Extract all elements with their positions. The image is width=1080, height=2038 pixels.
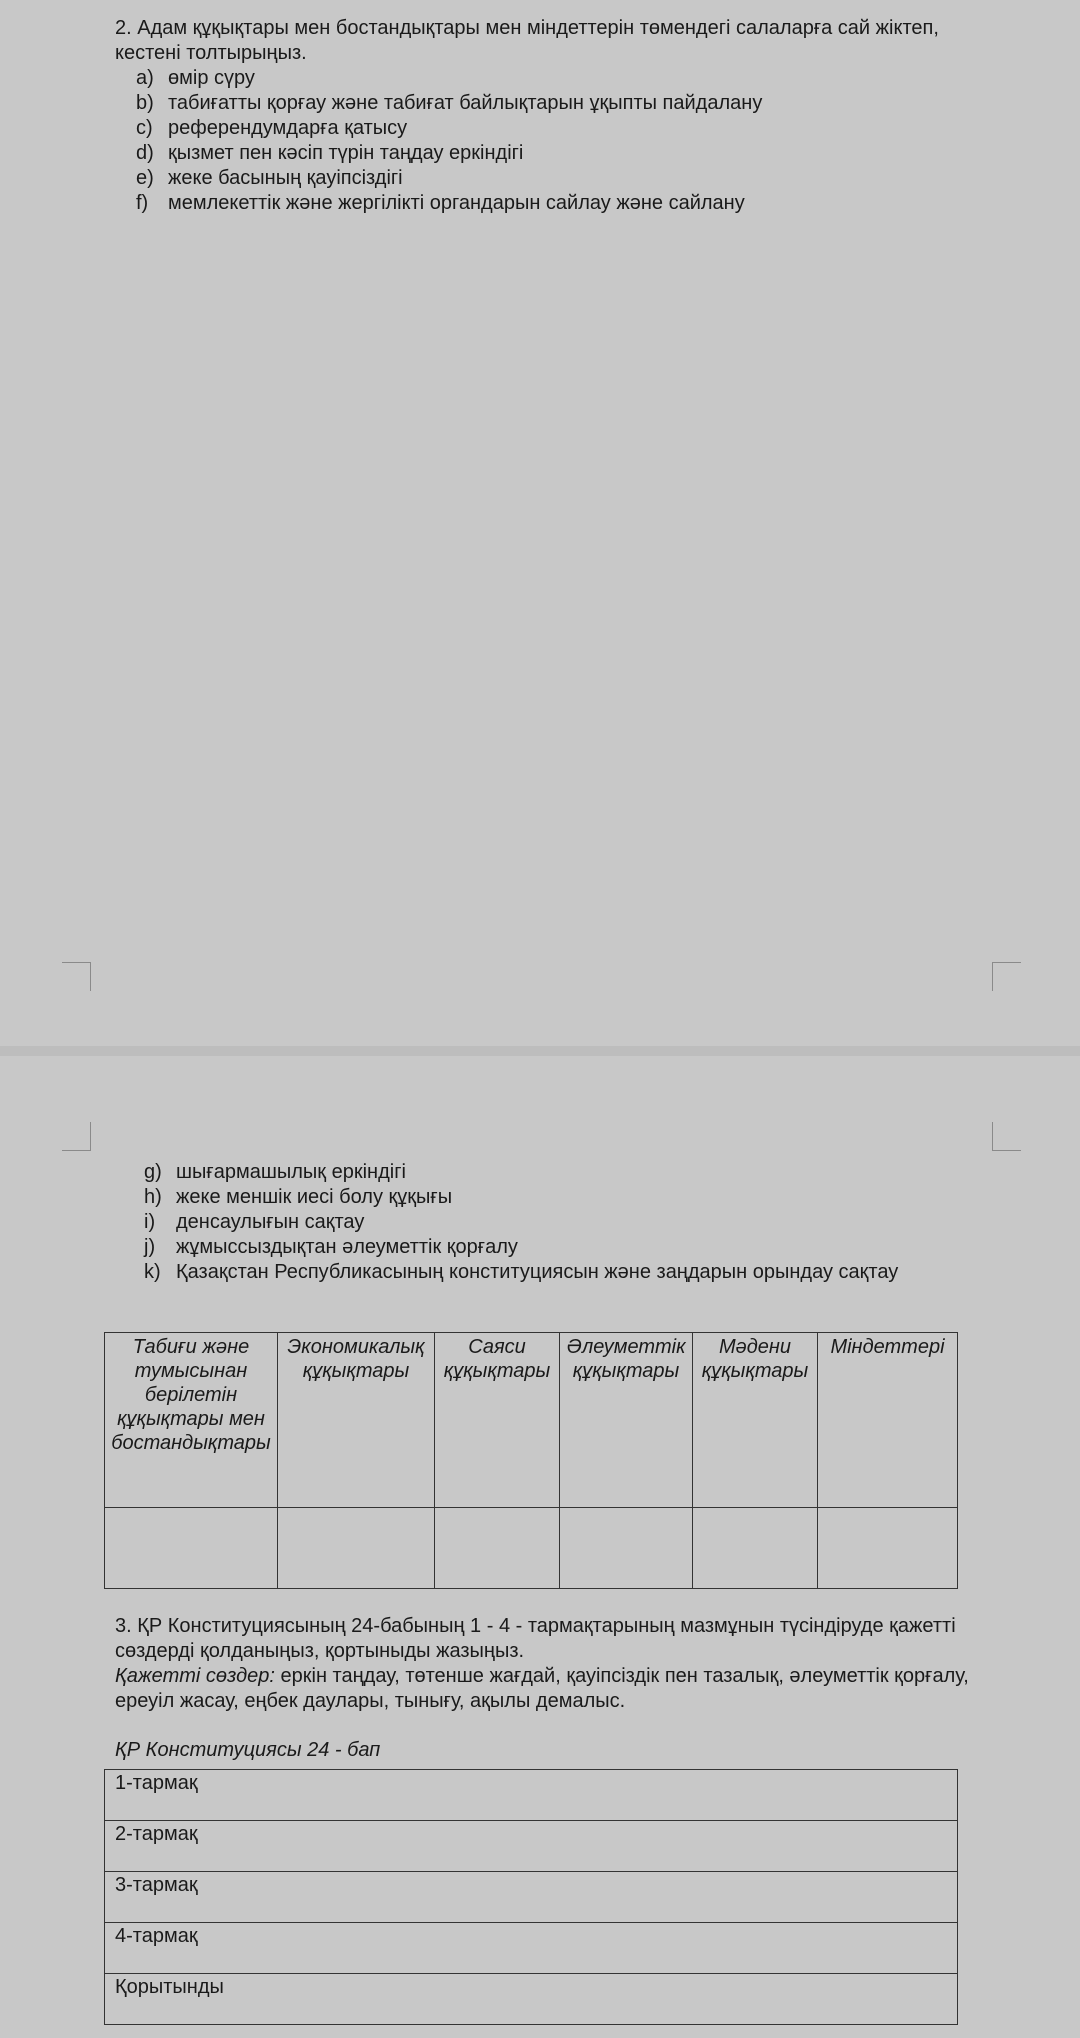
list-text: денсаулығын сақтау: [176, 1211, 365, 1233]
list-text: шығармашылық еркіндігі: [176, 1161, 406, 1183]
list-text: табиғатты қорғау және табиғат байлықтарын ұқыпты пайдалану: [168, 92, 763, 114]
list-marker: a): [136, 67, 154, 89]
table-row[interactable]: [105, 1872, 958, 1923]
header-cultural-rights: Мәдени құқықтары: [693, 1333, 818, 1508]
table-header-row: [105, 1333, 958, 1508]
list-marker: j): [144, 1236, 156, 1258]
article-title: ҚР Конституциясы 24 - бап: [115, 1739, 381, 1761]
list-item: [136, 91, 996, 116]
list-text: қызмет пен кәсіп түрін таңдау еркіндігі: [168, 142, 524, 164]
answer-cell[interactable]: [105, 1508, 278, 1589]
list-item: [144, 1260, 974, 1285]
list-text: жеке басының қауіпсіздігі: [168, 167, 403, 189]
list-item: [136, 191, 996, 216]
table-row[interactable]: [105, 1770, 958, 1821]
list-marker: d): [136, 142, 154, 164]
required-words-line: [115, 1664, 985, 1714]
page-corner-mark: [992, 962, 1021, 991]
answer-cell[interactable]: [818, 1508, 958, 1589]
question-2-title: 2. Адам құқықтары мен бостандықтары мен міндеттерін төмендегі салаларға сай жіктеп, кестені толтырыңыз.: [115, 17, 939, 64]
list-item: [136, 166, 996, 191]
list-item: [136, 66, 996, 91]
list-marker: f): [136, 192, 149, 214]
page-corner-mark: [62, 1122, 91, 1151]
required-words-list: еркін таңдау, төтенше жағдай, қауіпсіздік пен тазалық, әлеуметтік қорғалу, ереуіл жасау, еңбек даулары, тынығу, ақылы демалыс.: [115, 1665, 969, 1712]
list-marker: h): [144, 1186, 162, 1208]
table-row[interactable]: [105, 1923, 958, 1974]
list-text: Қазақстан Республикасының конституциясын және заңдарын орындау сақтау: [176, 1261, 899, 1283]
list-item: [144, 1210, 974, 1235]
answer-cell[interactable]: [560, 1508, 693, 1589]
header-natural-rights: Табиғи және тумысынан берілетін құқықтары мен бостандықтары: [105, 1333, 278, 1508]
list-text: жұмыссыздықтан әлеуметтік қорғалу: [176, 1236, 518, 1258]
page-separator: [0, 1046, 1080, 1056]
question-2-list-part-1: [136, 66, 996, 216]
list-item: [144, 1235, 974, 1260]
question-3-block: [115, 1614, 985, 1714]
list-marker: c): [136, 117, 153, 139]
question-3-title: 3. ҚР Конституциясының 24-бабының 1 - 4 - тармақтарының мазмұнын түсіндіруде қажетті сөздерді қолданыңыз, қортыныды жазыңыз.: [115, 1615, 956, 1662]
rights-classification-table: [104, 1332, 958, 1589]
header-economic-rights: Экономикалық құқықтары: [278, 1333, 435, 1508]
article-row-cell[interactable]: 2-тармақ: [105, 1821, 958, 1872]
list-text: мемлекеттік және жергілікті органдарын сайлау және сайлану: [168, 192, 745, 214]
page-corner-mark: [62, 962, 91, 991]
answer-cell[interactable]: [278, 1508, 435, 1589]
list-marker: g): [144, 1161, 162, 1183]
list-marker: k): [144, 1261, 161, 1283]
document-page-2: [0, 1056, 1080, 2038]
table-row[interactable]: [105, 1974, 958, 2025]
table-row: [105, 1508, 958, 1589]
list-item: [136, 116, 996, 141]
header-political-rights: Саяси құқықтары: [435, 1333, 560, 1508]
list-marker: e): [136, 167, 154, 189]
list-text: референдумдарға қатысу: [168, 117, 408, 139]
answer-cell[interactable]: [435, 1508, 560, 1589]
answer-cell[interactable]: [693, 1508, 818, 1589]
header-duties: Міндеттері: [818, 1333, 958, 1508]
article-row-cell[interactable]: 1-тармақ: [105, 1770, 958, 1821]
list-item: [144, 1160, 974, 1185]
article-row-cell[interactable]: Қорытынды: [105, 1974, 958, 2025]
article-24-table: [104, 1769, 958, 2025]
list-text: өмір сүру: [168, 67, 255, 89]
list-text: жеке меншік иесі болу құқығы: [176, 1186, 453, 1208]
header-social-rights: Әлеуметтік құқықтары: [560, 1333, 693, 1508]
article-row-cell[interactable]: 4-тармақ: [105, 1923, 958, 1974]
table-row[interactable]: [105, 1821, 958, 1872]
list-marker: i): [144, 1211, 156, 1233]
list-item: [144, 1185, 974, 1210]
article-row-cell[interactable]: 3-тармақ: [105, 1872, 958, 1923]
question-2-list-part-2: [144, 1160, 974, 1285]
page-corner-mark: [992, 1122, 1021, 1151]
required-words-label: Қажетті сөздер:: [115, 1665, 275, 1687]
list-item: [136, 141, 996, 166]
list-marker: b): [136, 92, 154, 114]
